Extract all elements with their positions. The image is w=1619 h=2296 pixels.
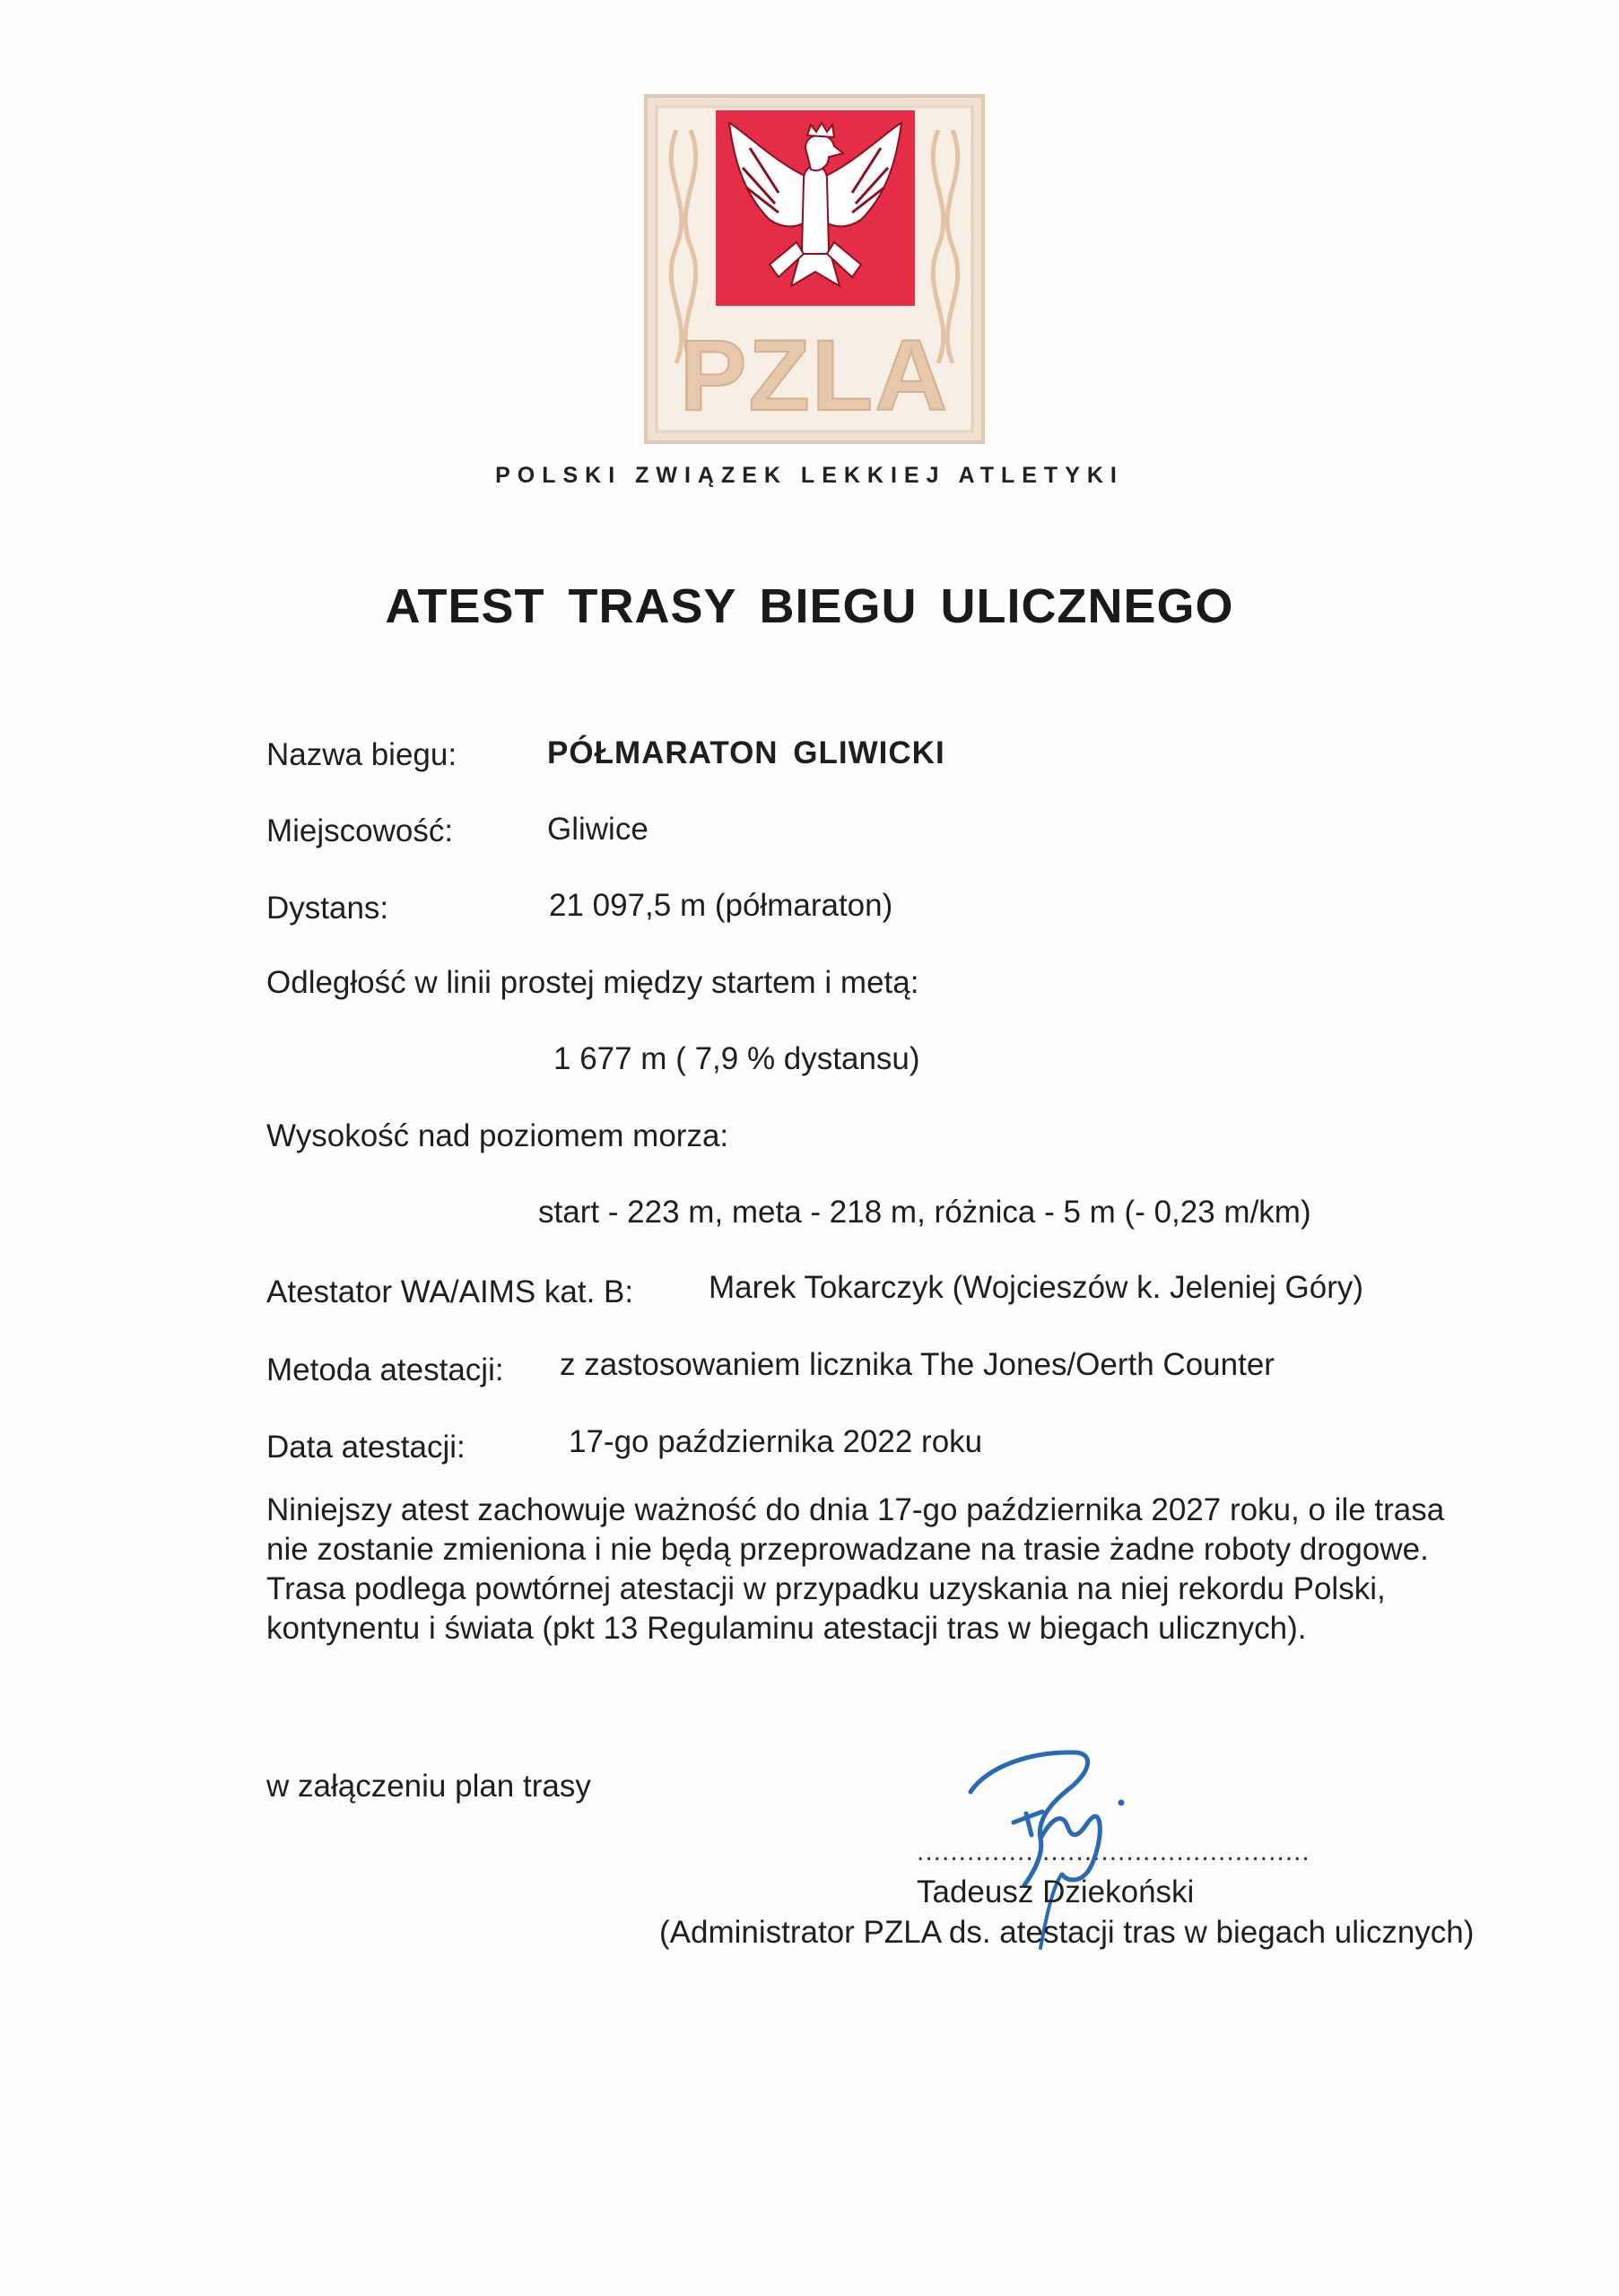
pzla-logo [644,94,985,444]
organization-name: POLSKI ZWIĄZEK LEKKIEJ ATLETYKI [495,463,1124,488]
altitude-label: Wysokość nad poziomem morza: [266,1118,729,1153]
date-value: 17-go października 2022 roku [569,1424,983,1459]
date-label: Data atestacji: [266,1430,466,1465]
measurer-value: Marek Tokarczyk (Wojcieszów k. Jeleniej Góry) [709,1270,1364,1305]
signatory-role: (Administrator PZLA ds. atestacji tras w biegach ulicznych) [659,1915,1475,1950]
paragraph-line: Niniejszy atest zachowuje ważność do dnia 17-go października 2027 roku, o ile trasa [266,1492,1445,1527]
attachment-note: w załączeniu plan trasy [266,1769,591,1804]
place-value: Gliwice [547,812,648,847]
straight-line-value: 1 677 m ( 7,9 % dystansu) [553,1041,920,1076]
straight-line-label: Odległość w linii prostej między startem i metą: [266,965,919,1000]
method-value: z zastosowaniem licznika The Jones/Oerth Counter [560,1347,1275,1382]
paragraph-line: Trasa podlega powtórnej atestacji w przypadku uzyskania na niej rekordu Polski, [266,1571,1386,1606]
place-label: Miejscowość: [266,813,454,848]
method-label: Metoda atestacji: [266,1352,504,1387]
signature-line: ............................................... [917,1837,1310,1866]
race-name-label: Nazwa biegu: [266,737,457,772]
altitude-value: start - 223 m, meta - 218 m, różnica - 5 m (- 0,23 m/km) [538,1195,1311,1230]
distance-value: 21 097,5 m (półmaraton) [549,888,893,923]
race-name-value: PÓŁMARATON GLIWICKI [547,735,945,770]
signatory-name: Tadeusz Dziekoński [917,1874,1195,1909]
paragraph-line: kontynentu i świata (pkt 13 Regulaminu atestacji tras w biegach ulicznych). [266,1611,1307,1646]
measurer-label: Atestator WA/AIMS kat. B: [266,1274,634,1309]
logo-text: PZLA [679,319,950,431]
document-title: ATEST TRASY BIEGU ULICZNEGO [385,579,1234,633]
paragraph-line: nie zostanie zmieniona i nie będą przeprowadzane na trasie żadne roboty drogowe. [266,1532,1429,1567]
validity-paragraph [266,1491,1540,1648]
distance-label: Dystans: [266,891,389,926]
